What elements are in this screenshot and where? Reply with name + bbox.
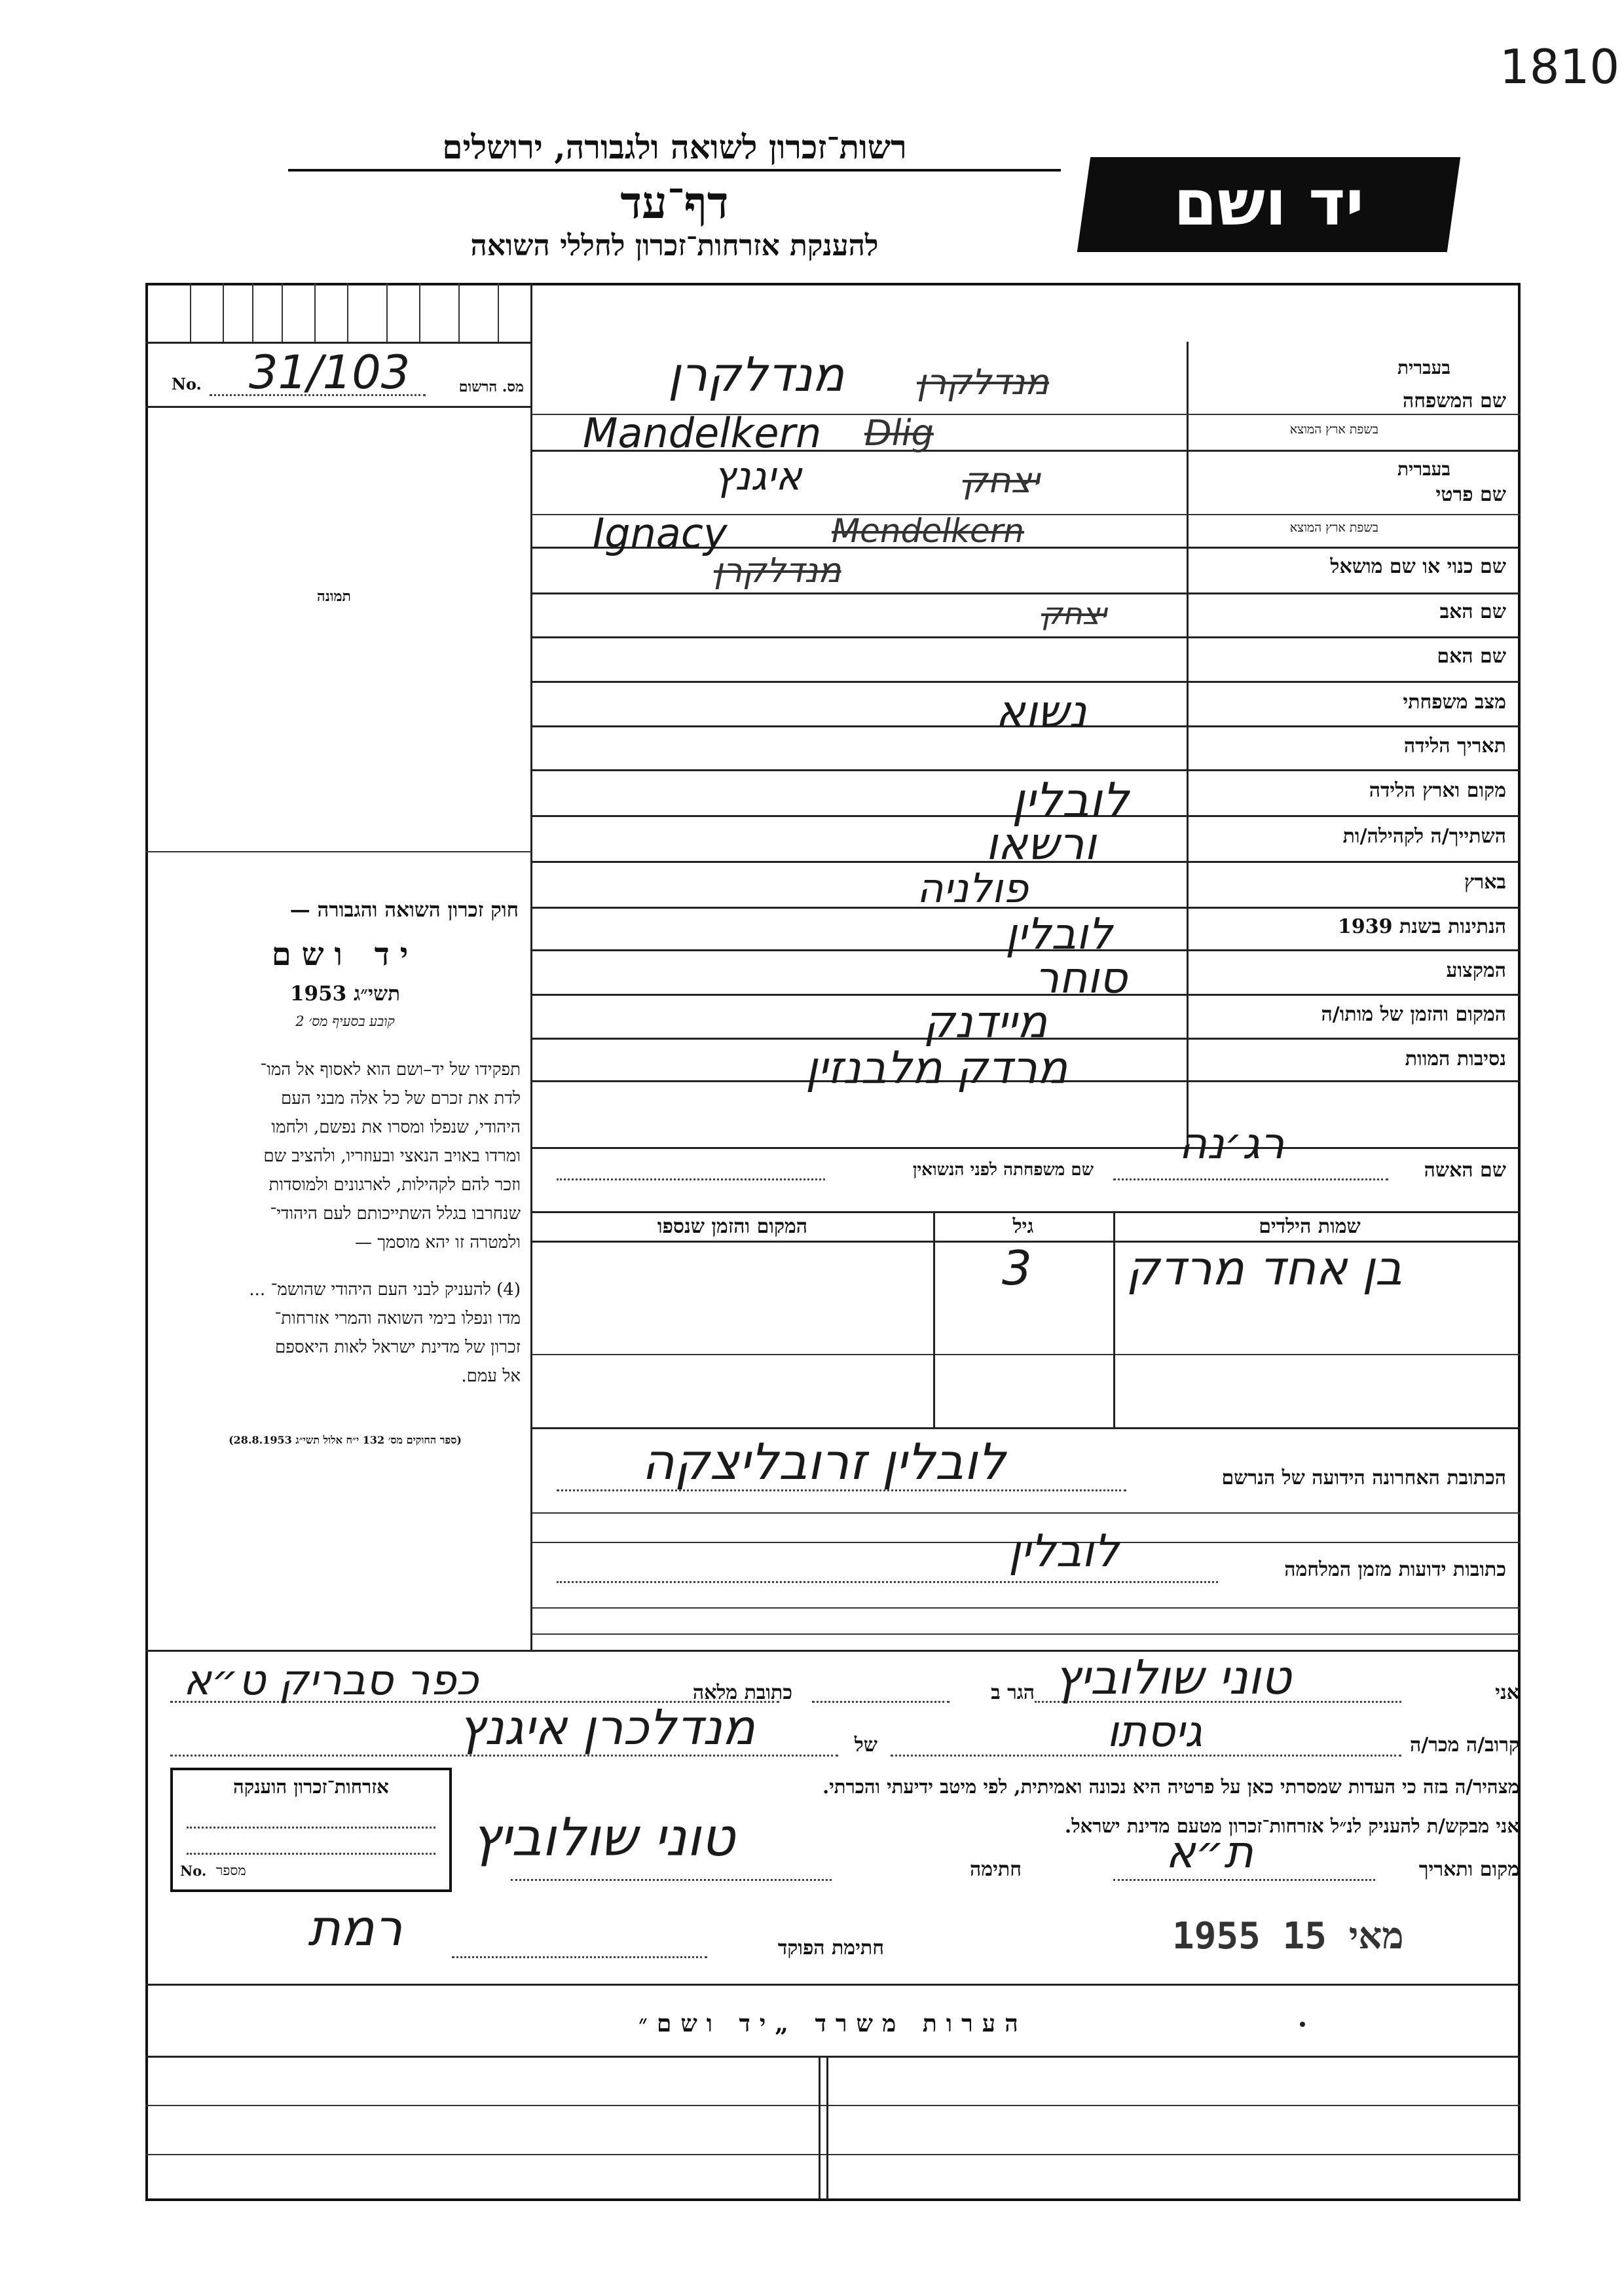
law-clause: קובע בסעיף מס׳ 2 xyxy=(295,1013,395,1029)
yad-vashem-logo-text: יד ושם xyxy=(1173,166,1364,240)
family-hebrew-label: בעברית xyxy=(1397,357,1450,378)
law-line: תפקידו של יד–ושם הוא לאסוף אל המו־ xyxy=(260,1060,521,1080)
declarant-label: אני xyxy=(1495,1681,1519,1704)
declarant-value: טוני שולוביץ xyxy=(1054,1650,1291,1705)
law-name: יד ושם xyxy=(271,936,419,973)
law-paragraph-1 xyxy=(167,1055,521,1257)
first-name-latin-struck: Mendelkern xyxy=(832,512,1024,550)
law-line: אל עמם. xyxy=(461,1366,521,1386)
law-paragraph-2 xyxy=(167,1275,521,1391)
office-notes-title: הערות משרד „יד ושם״ xyxy=(638,2010,1027,2037)
children-age-header: גיל xyxy=(1012,1215,1034,1238)
law-line: וזכר להם לקהילות, לארגונים ולמוסדות xyxy=(268,1175,521,1195)
law-title: חוק זכרון השואה והגבורה — xyxy=(289,898,519,922)
community-value: ורשאו xyxy=(986,818,1097,870)
birth-date-label: תאריך הלידה xyxy=(1403,735,1506,757)
nickname-label: שם כנוי או שם מושאל xyxy=(1330,555,1506,578)
children-names-header: שמות הילדים xyxy=(1259,1215,1361,1238)
header-authority: רשות־זכרון לשואה ולגבורה, ירושלים xyxy=(288,128,1061,172)
last-address-value: לובלין זרובליצקה xyxy=(642,1432,1006,1491)
signature-label: חתימה xyxy=(970,1858,1022,1881)
community-label: השתייך/ה לקהילה/ות xyxy=(1342,825,1506,848)
death-place-value: מיידנק xyxy=(923,996,1048,1048)
child-age-value: 3 xyxy=(1002,1241,1032,1296)
office-notes-dot xyxy=(1300,2022,1305,2027)
header-subtitle: להענקת אזרחות־זכרון לחללי השואה xyxy=(470,229,879,263)
first-hebrew-label: בעברית xyxy=(1397,458,1450,480)
citizenship-box-no: No. xyxy=(180,1863,207,1879)
law-line: (4) להעניק לבני העם היהודי שהושמ־ ... xyxy=(249,1280,521,1300)
registration-no-label: No. xyxy=(172,374,202,393)
maiden-name-label: שם משפחתה לפני הנשואין xyxy=(912,1160,1094,1180)
photo-label: תמונה xyxy=(317,588,351,605)
law-line: שנחרבו בגלל השתייכותם לעם היהודי־ xyxy=(270,1204,521,1224)
family-name-hebrew: מנדלקרן xyxy=(668,347,845,402)
citizenship-box-number-label: מספר xyxy=(216,1863,246,1878)
profession-label: המקצוע xyxy=(1446,959,1506,982)
child-name-value: בן אחד מרדק xyxy=(1126,1241,1403,1296)
date-stamp: 1955 מאי 15 xyxy=(1172,1915,1404,1958)
death-circumstances-value: מרדק מלבנזין xyxy=(805,1042,1068,1094)
first-name-latin: Ignacy xyxy=(593,509,728,557)
relative-label: קרוב/ה מכר/ה xyxy=(1410,1734,1519,1757)
first-country-lang-label: בשפת ארץ המוצא xyxy=(1289,520,1378,535)
death-place-label: המקום והזמן של מותו/ה xyxy=(1321,1003,1506,1026)
mother-label: שם האם xyxy=(1437,645,1506,668)
statement-text: מצהיר/ה בזה כי העדות שמסרתי כאן על פרטיה היא נכונה ואמיתית, לפי מיטב ידיעתי והכרתי. xyxy=(822,1776,1519,1798)
law-line: זכרון של מדינת ישראל לאות היאספם xyxy=(275,1338,521,1357)
wife-value: רג׳נה xyxy=(1179,1118,1285,1169)
place-value: ת״א xyxy=(1166,1827,1253,1878)
law-line: מדו ונפלו בימי השואה והמרי אזרחות־ xyxy=(274,1309,521,1328)
war-addresses-label: כתובות ידועות מזמן המלחמה xyxy=(1284,1558,1506,1581)
family-name-hebrew-struck: מנדלקרן xyxy=(917,361,1049,403)
birth-place-label: מקום וארץ הלידה xyxy=(1369,779,1506,802)
nationality-value: לובלין xyxy=(1005,909,1113,959)
children-death-header: המקום והזמן שנספו xyxy=(657,1215,808,1238)
registration-number: 31/103 xyxy=(249,346,411,399)
law-line: לדת את זכרם של כל אלה מבני העם xyxy=(280,1089,521,1108)
country-value: פולניה xyxy=(917,864,1029,912)
officer-signature-value: רמת xyxy=(308,1899,403,1957)
registration-label: מס. הרשום xyxy=(458,378,524,395)
nationality-label: הנתינות בשנת 1939 xyxy=(1337,915,1506,938)
signature-value: טוני שולוביץ xyxy=(471,1807,735,1868)
marital-label: מצב משפחתי xyxy=(1403,691,1506,714)
father-struck: יצחק xyxy=(1041,596,1107,631)
law-line: ולמטרה זו יהא מוסמך — xyxy=(354,1233,521,1252)
law-line: היהודי, שנפלו ומסרו את נפשם, ולחמו xyxy=(271,1118,521,1137)
birth-place-value: לובלין xyxy=(1012,773,1129,828)
nickname-struck: מנדלקרן xyxy=(714,551,841,591)
first-name-hebrew-struck: יצחק xyxy=(963,460,1040,501)
wife-label: שם האשה xyxy=(1424,1159,1506,1182)
resident-label: הגר ב xyxy=(991,1681,1035,1704)
request-text: אני מבקש/ת להעניק לנ״ל אזרחות־זכרון מטעם מדינת ישראל. xyxy=(1065,1815,1519,1837)
of-label: של xyxy=(854,1734,877,1757)
address-value: כפר סבריק ט״א xyxy=(183,1656,479,1705)
marital-value: נשוא xyxy=(995,686,1087,738)
first-name-label: שם פרטי xyxy=(1435,483,1506,506)
place-date-label: מקום ותאריך xyxy=(1418,1858,1519,1881)
law-line: ומרדו באויב הנאצי ובעוזריו, ולהציב שם xyxy=(263,1146,521,1166)
officer-signature-label: חתימת הפוקד xyxy=(777,1937,884,1959)
last-address-label: הכתובת האחרונה הידועה של הנרשם xyxy=(1221,1467,1506,1489)
of-value: מנדלכרן איגנץ xyxy=(458,1700,755,1756)
relative-value: גיסתו xyxy=(1107,1706,1203,1757)
profession-value: סוחר xyxy=(1035,953,1128,1003)
country-label: בארץ xyxy=(1464,871,1506,894)
law-source: (ספר החוקים מס׳ 132 י״ח אלול תשי״ג 28.8.1953) xyxy=(229,1434,462,1446)
citizenship-box-title: אזרחות־זכרון הוענקה xyxy=(233,1776,389,1798)
page-number: 1810 xyxy=(1500,39,1620,94)
full-address-label: כתובת מלאה xyxy=(692,1681,792,1704)
death-circumstances-label: נסיבות המוות xyxy=(1405,1048,1506,1070)
family-name-label: שם המשפחה xyxy=(1402,390,1506,412)
father-label: שם האב xyxy=(1439,600,1506,623)
family-country-lang-label: בשפת ארץ המוצא xyxy=(1289,422,1378,437)
law-year: תשי״ג 1953 xyxy=(289,982,401,1006)
family-name-latin: Mandelkern xyxy=(583,409,822,457)
first-name-hebrew: איגנץ xyxy=(714,454,802,500)
war-address-value: לובלין xyxy=(1008,1525,1119,1577)
header-title: דף־עד xyxy=(620,177,729,229)
family-name-latin-struck: Dlig xyxy=(864,412,934,454)
